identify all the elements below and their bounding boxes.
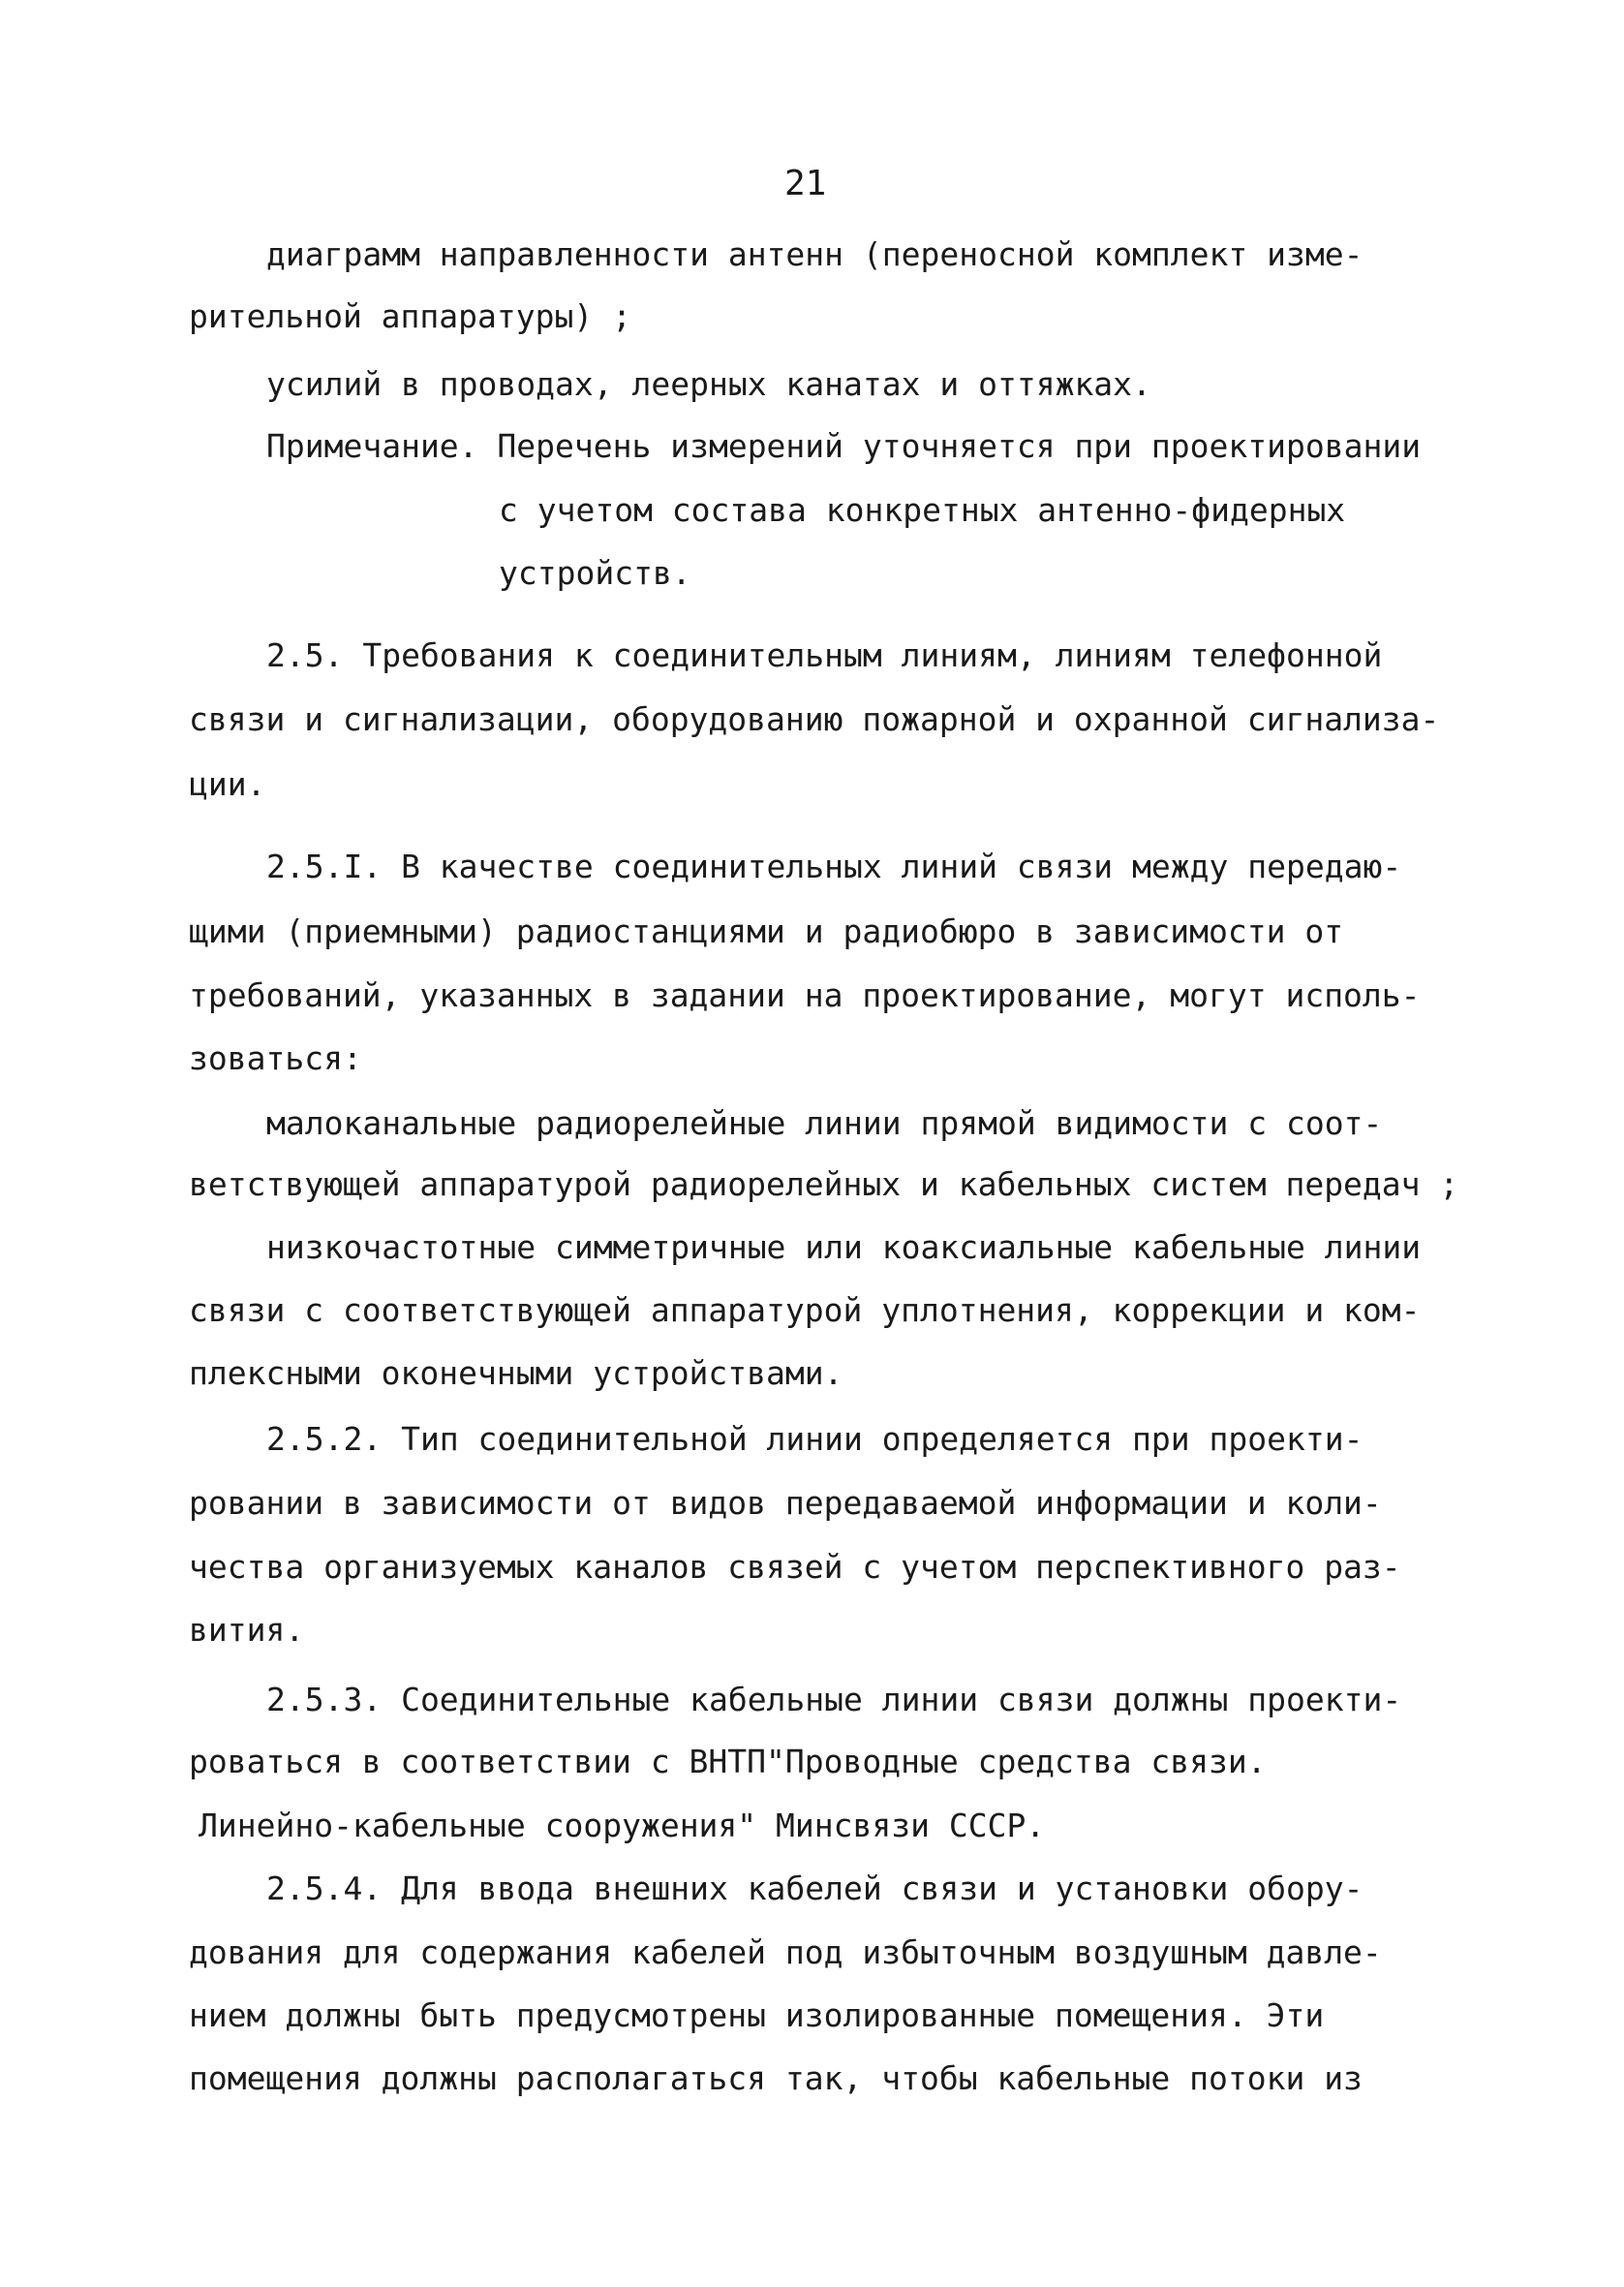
text-line: 2.5.2. Тип соединительной линии определяется при проекти- (266, 1420, 1364, 1458)
text-line: связи с соответствующей аппаратурой уплотнения, коррекции и ком- (189, 1291, 1421, 1329)
text-line: 2.5.I. В качестве соединительных линий связи между передаю- (266, 848, 1402, 885)
text-line: помещения должны располагаться так, чтобы кабельные потоки из (189, 2059, 1363, 2097)
text-line: требований, указанных в задании на проектирование, могут исполь- (189, 976, 1421, 1014)
page-number: 21 (784, 164, 827, 203)
section-heading: ции. (189, 765, 266, 803)
text-line: плексными оконечными устройствами. (189, 1354, 843, 1392)
text-line: дования для содержания кабелей под избыточным воздушным давле- (189, 1933, 1382, 1971)
text-line: щими (приемными) радиостанциями и радиобюро в зависимости от (189, 912, 1344, 950)
text-line: малоканальные радиорелейные линии прямой видимости с соот- (266, 1104, 1383, 1142)
text-line: роваться в соответствии с ВНТП"Проводные средства связи. (189, 1743, 1267, 1780)
text-line: Линейно-кабельные сооружения" Минсвязи СССР. (199, 1807, 1046, 1844)
text-line: 2.5.3. Соединительные кабельные линии связи должны проекти- (266, 1681, 1402, 1718)
note-line: с учетом состава конкретных антенно-фидерных (499, 491, 1346, 529)
section-heading: связи и сигнализации, оборудованию пожарной и охранной сигнализа- (189, 700, 1440, 738)
note-line: Примечание. Перечень измерений уточняется при проектировании (266, 427, 1422, 465)
note-line: устройств. (499, 554, 691, 592)
text-line: 2.5.4. Для ввода внешних кабелей связи и установки обору- (266, 1870, 1364, 1907)
text-line: ветствующей аппаратурой радиорелейных и кабельных систем передач ; (189, 1165, 1459, 1203)
text-line: диаграмм направленности антенн (переносной комплект изме- (266, 235, 1364, 273)
text-line: чества организуемых каналов связей с учетом перспективного раз- (189, 1548, 1401, 1586)
text-line: усилий в проводах, леерных канатах и оттяжках. (266, 365, 1151, 403)
text-line: ровании в зависимости от видов передаваемой информации и коли- (189, 1484, 1382, 1522)
text-line: рительной аппаратуры) ; (189, 297, 631, 335)
text-line: зоваться: (189, 1039, 362, 1077)
text-line: вития. (189, 1611, 305, 1649)
text-line: нием должны быть предусмотрены изолированные помещения. Эти (189, 1996, 1325, 2034)
text-line: низкочастотные симметричные или коаксиальные кабельные линии (266, 1228, 1422, 1266)
section-heading: 2.5. Требования к соединительным линиям, линиям телефонной (266, 636, 1383, 674)
